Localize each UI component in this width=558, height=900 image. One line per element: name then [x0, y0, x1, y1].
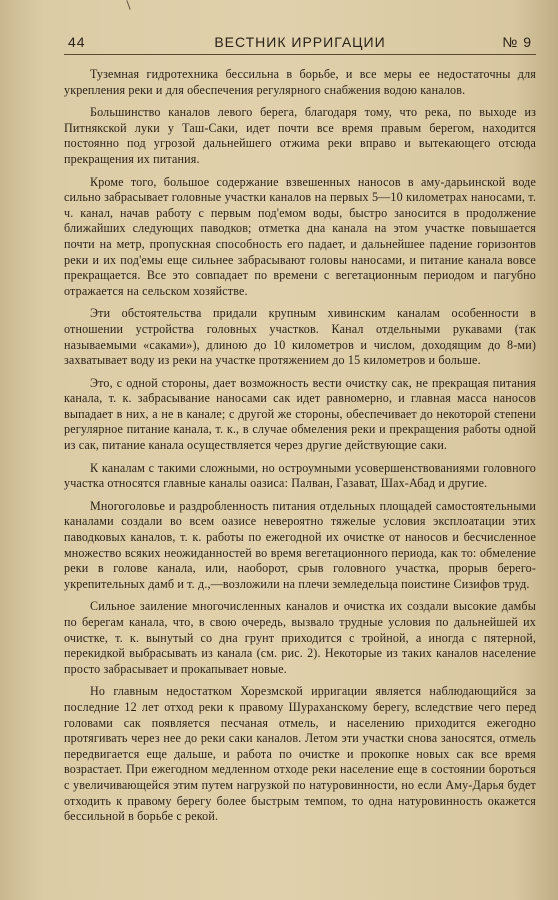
- article-body: [64, 67, 536, 825]
- paragraph: Но главным недостатком Хорезмской ирригации является наблюдающийся за последние 12 лет отход реки к правому Шураханскому берегу, вследствие чего перед головами сак появляется песчаная отмель, и населению приходится ежегодно протягивать через нее до реки саки каналов. Летом эти участки снова заносятся, отмель передвигается еще дальше, и работа по очистке и прокопке новых сак все время возрастает. При ежегодном медленном отходе реки население еще в состоянии бороться с увеличивающейся этим путем нагрузкой по натуровинности, но если Аму-Дарья будет отходить к правому берегу более быстрым темпом, то одна натуровинность окажется бессильной в борьбе с рекой.: [64, 684, 536, 824]
- paragraph: Большинство каналов левого берега, благодаря тому, что река, по выходе из Питнякской луки у Таш-Саки, идет почти все время правым берегом, находится постоянно под угрозой дальнейшего отжима реки вправо и вытекающего отсюда прекращения их питания.: [64, 105, 536, 166]
- paragraph: Это, с одной стороны, дает возможность вести очистку сак, не прекращая питания канала, т. к. забрасывание наносами сак идет равномерно, и главная масса наносов выпадает в них, а не в канале; с другой же стороны, обеспечивает до некоторой степени регулярное питание канала, т. к., в случае обмеления реки и прекращения работы одной из сак, питание канала осуществляется через другие действующие саки.: [64, 375, 536, 453]
- scan-mark: [126, 0, 130, 10]
- paragraph: Эти обстоятельства придали крупным хивинским каналам особенности в отношении устройства головных участков. Канал отдельными рукавами (так называемыми «саками»), длиною до 10 километров и числом, доходящим до 8-ми) захватывает воду из реки на участке протяжением до 15 километров и больше.: [64, 306, 536, 368]
- page-number: 44: [68, 34, 86, 50]
- running-header: [64, 30, 536, 55]
- paragraph: Туземная гидротехника бессильна в борьбе, и все меры ее недостаточны для укрепления реки и для обеспечения регулярного снабжения водою каналов.: [64, 67, 536, 97]
- paragraph: Кроме того, большое содержание взвешенных наносов в аму-дарьинской воде сильно забрасывает головные участки каналов на первых 5—10 километрах наносами, т. ч. канал, начав работу с первым под'емом воды, быстро заносится в продолжение ближайших следующих паводков; отметка дна канала на этом участке повышается почти на метр, пропускная способность его падает, и дальнейшее падение горизонтов реки и их под'емы еще сильнее забрасывают головы наносами, и питание канала вовсе прекращается. Все это совпадает по времени с вегетационным периодом и пагубно отражается на сельском хозяйстве.: [64, 174, 536, 298]
- paragraph: Сильное заиление многочисленных каналов и очистка их создали высокие дамбы по берегам канала, что, в свою очередь, вызвало трудные условия по дальнейшей их очистке, т. к. вынутый со дна грунт приходится с тройной, а иногда с пятерной, перекидкой выбрасывать из канала (см. рис. 2). Некоторые из таких каналов население просто забрасывает и прокапывает новые.: [64, 599, 536, 676]
- paragraph: К каналам с такими сложными, но остроумными усовершенствованиями головного участка относятся главные каналы оазиса: Палван, Газават, Шах-Абад и другие.: [64, 460, 536, 491]
- paragraph: Многоголовье и раздробленность питания отдельных площадей самостоятельными каналами создали во всем оазисе невероятно тяжелые условия эксплоатации этих паводковых каналов, т. к. работы по ежегодной их очистке от наносов и бесчисленное множество всяких неожиданностей во время вегетационного периода, как то: обмеление реки в голове канала, или, наоборот, срыв головного участка, прорыв берего-укрепительных дамб и т. д.,—возложили на плечи земледельца поистине Сизифов труд.: [64, 498, 536, 591]
- issue-number: № 9: [502, 34, 532, 50]
- journal-title: ВЕСТНИК ИРРИГАЦИИ: [214, 34, 386, 50]
